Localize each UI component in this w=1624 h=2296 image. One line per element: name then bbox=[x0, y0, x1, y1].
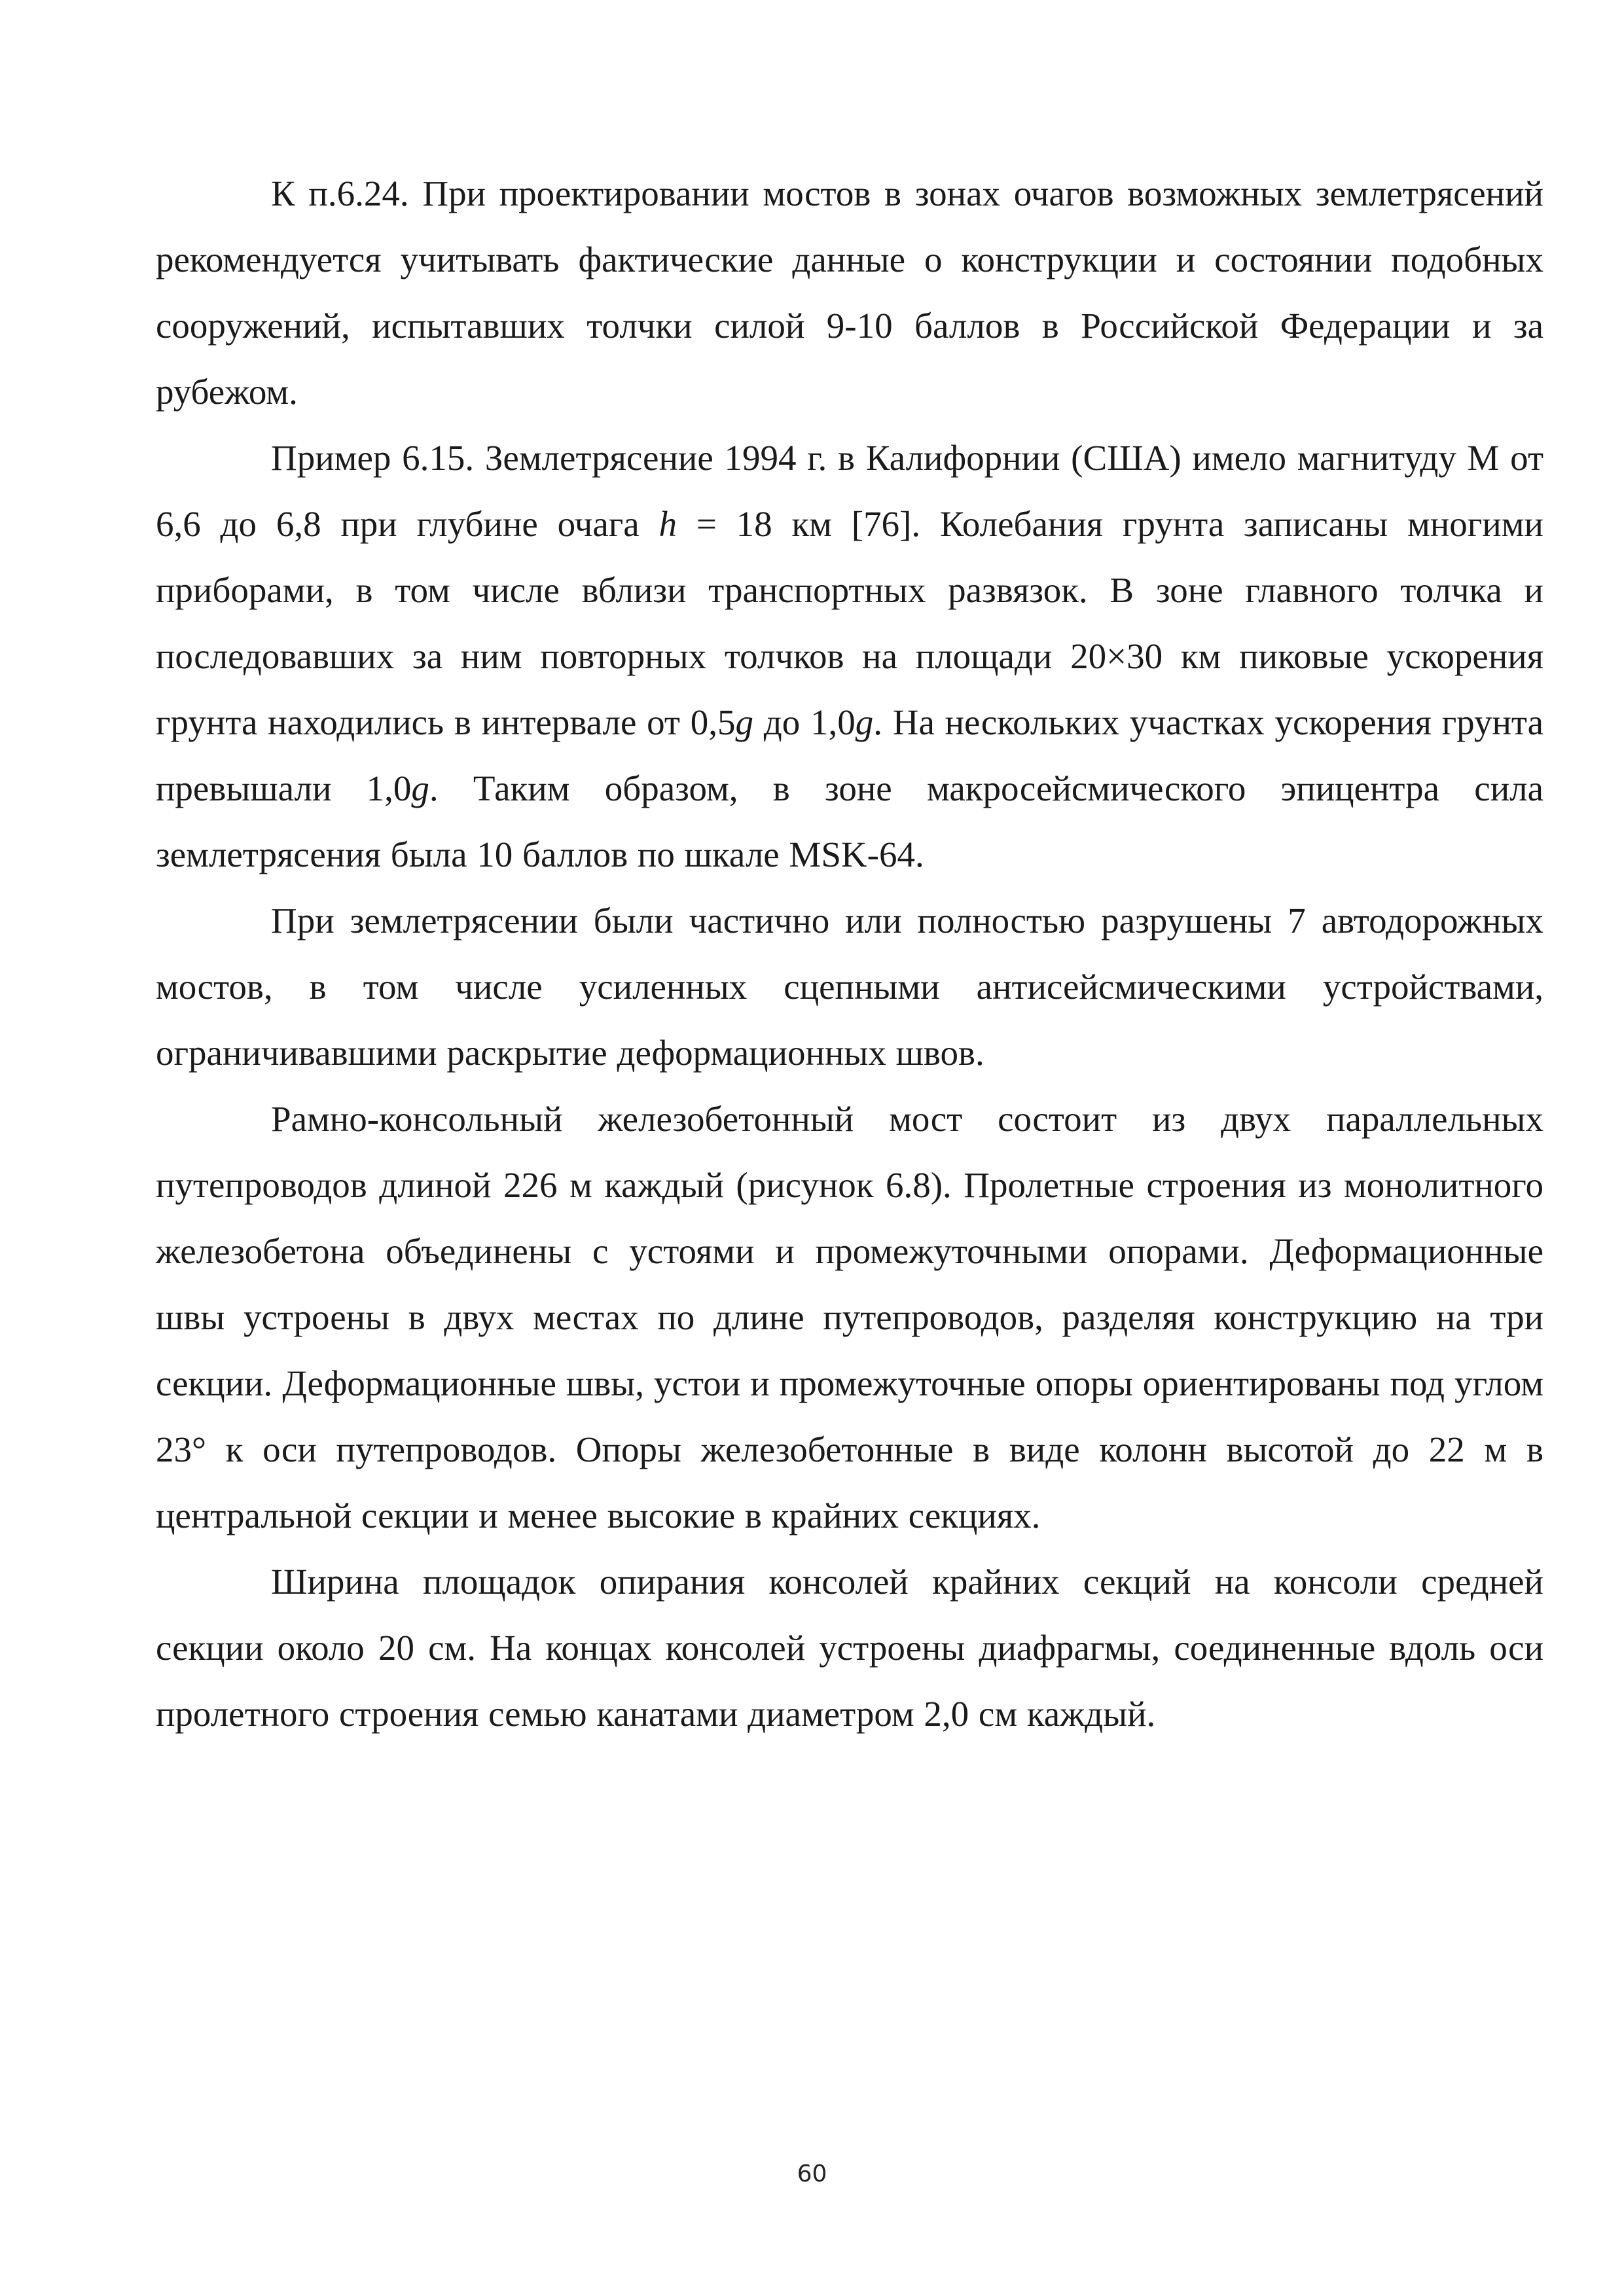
text-run: = 18 км [76]. Колебания грунта записаны многими приборами, в том числе вблизи транспортных развязок. В зоне главного толчка и последовавших за ним повторных толчков на площади 20×30 км пиковые ускорения грунта находились в интервале от 0,5 bbox=[156, 504, 1543, 742]
paragraph-example-6-15 bbox=[156, 425, 1543, 888]
paragraph-support-platforms bbox=[156, 1549, 1543, 1747]
paragraph-bridge-design-note bbox=[156, 160, 1543, 425]
text-run: до 1,0 bbox=[753, 702, 856, 742]
italic-variable-g: g bbox=[411, 768, 429, 808]
paragraph-bridge-structure bbox=[156, 1086, 1543, 1549]
text-run: . На нескольких участках ускорения грунта превышали 1,0 bbox=[156, 702, 1544, 808]
page-body bbox=[156, 160, 1543, 1747]
text-run: . Таким образом, в зоне макросейсмического эпицентра сила землетрясения была 10 баллов по шкале MSK-64. bbox=[156, 768, 1543, 874]
text-run: К п.6.24. При проектировании мостов в зонах очагов возможных землетрясений рекомендуется учитывать фактические данные о конструкции и состоянии подобных сооружений, испытавших толчки силой 9-10 баллов в Российской Федерации и за рубежом. bbox=[156, 173, 1543, 412]
text-run: При землетрясении были частично или полностью разрушены 7 автодорожных мостов, в том числе усиленных сцепными антисейсмическими устройствами, ограничивавшими раскрытие деформационных швов. bbox=[156, 901, 1543, 1073]
italic-variable-g: g bbox=[855, 702, 874, 742]
italic-variable-g: g bbox=[735, 702, 753, 742]
text-run: Ширина площадок опирания консолей крайних секций на консоли средней секции около 20 см. На концах консолей устроены диафрагмы, соединенные вдоль оси пролетного строения семью канатами диаметром 2,0 см каждый. bbox=[156, 1562, 1543, 1734]
text-run: Рамно-консольный железобетонный мост состоит из двух параллельных путепроводов длиной 226 м каждый (рисунок 6.8). Пролетные строения из монолитного железобетона объединены с устоями и промежуточными опорами. Деформационные швы устроены в двух местах по длине путепроводов, разделяя конструкцию на три секции. Деформационные швы, устои и промежуточные опоры ориентированы под углом 23° к оси путепроводов. Опоры железобетонные в виде колонн высотой до 22 м в центральной секции и менее высокие в крайних секциях. bbox=[156, 1099, 1543, 1535]
text-run: Пример 6.15. Землетрясение 1994 г. в Калифорнии (США) имело магнитуду М от 6,6 до 6,8 при глубине очага bbox=[156, 438, 1543, 544]
italic-variable-h: h bbox=[659, 504, 677, 544]
paragraph-destroyed-bridges bbox=[156, 888, 1543, 1086]
page-number: 60 bbox=[797, 2161, 827, 2187]
